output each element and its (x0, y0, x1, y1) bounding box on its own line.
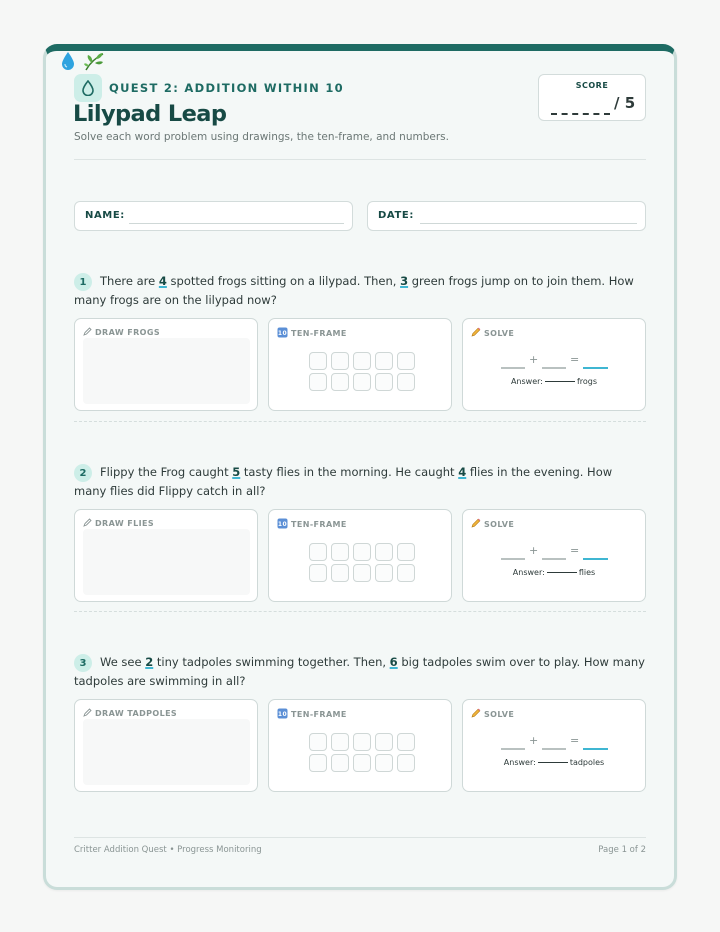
answer-line: Answer: flies (512, 568, 596, 577)
ten-frame-cell[interactable] (397, 564, 415, 582)
solve-label: SOLVE (484, 519, 515, 529)
ten-frame-cell[interactable] (353, 373, 371, 391)
score-total: / 5 (614, 94, 636, 112)
quest-drop-icon (74, 74, 102, 102)
ten-frame-grid (309, 733, 415, 772)
ten-frame-cell[interactable] (331, 543, 349, 561)
solve-panel (462, 699, 646, 792)
ten-frame-label: TEN-FRAME (291, 710, 347, 719)
question-text: We see 2 tiny tadpoles swimming together. Then, 6 big tadpoles swim over to play. How many tadpoles are swimming in all? (74, 655, 645, 688)
ten-frame-cell[interactable] (375, 564, 393, 582)
keycap-ten-icon (277, 327, 288, 340)
quantity-b: 3 (400, 274, 409, 288)
question-number: 2 (74, 464, 92, 482)
ten-frame-cell[interactable] (331, 352, 349, 370)
ten-frame-cell[interactable] (309, 543, 327, 561)
plus-sign: + (529, 734, 539, 747)
answer-blank[interactable] (547, 572, 577, 573)
ten-frame-cell[interactable] (331, 733, 349, 751)
ten-frame-cell[interactable] (353, 754, 371, 772)
ten-frame-cell[interactable] (397, 373, 415, 391)
ten-frame-cell[interactable] (397, 754, 415, 772)
date-label: DATE: (378, 210, 414, 221)
addend-blank[interactable] (501, 558, 525, 560)
draw-panel (74, 699, 258, 792)
name-field[interactable] (74, 201, 353, 231)
addend-blank[interactable] (542, 558, 566, 560)
ten-frame-cell[interactable] (375, 352, 393, 370)
ten-frame-cell[interactable] (375, 733, 393, 751)
keycap-ten-icon (277, 708, 288, 721)
score-label: SCORE (575, 81, 609, 90)
solve-label: SOLVE (484, 328, 515, 338)
draw-label: DRAW FROGS (95, 328, 160, 337)
plus-sign: + (529, 353, 539, 366)
ten-frame-cell[interactable] (397, 543, 415, 561)
ten-frame-cell[interactable] (353, 352, 371, 370)
draw-panel (74, 318, 258, 411)
ten-frame-cell[interactable] (331, 373, 349, 391)
pencil-icon (83, 518, 92, 529)
ten-frame-grid (309, 543, 415, 582)
ten-frame-cell[interactable] (309, 564, 327, 582)
ten-frame-panel (268, 699, 452, 792)
solve-panel (462, 318, 646, 411)
equals-sign: = (570, 734, 580, 747)
drawing-area[interactable] (83, 719, 250, 785)
sum-blank[interactable] (583, 558, 608, 560)
pencil-emoji-icon (471, 518, 481, 530)
ten-frame-cell[interactable] (309, 754, 327, 772)
ten-frame-cell[interactable] (353, 543, 371, 561)
name-line[interactable] (129, 223, 344, 224)
addend-blank[interactable] (542, 367, 566, 369)
name-label: NAME: (85, 210, 125, 221)
footer-right: Page 1 of 2 (598, 845, 646, 855)
header-divider (74, 159, 646, 160)
ten-frame-cell[interactable] (353, 733, 371, 751)
ten-frame-cell[interactable] (331, 754, 349, 772)
svg-text:10: 10 (277, 521, 288, 528)
ten-frame-label: TEN-FRAME (291, 329, 347, 338)
quantity-a: 5 (232, 465, 241, 479)
draw-label: DRAW TADPOLES (95, 709, 178, 718)
addend-blank[interactable] (501, 367, 525, 369)
page-title: Lilypad Leap (73, 101, 227, 127)
answer-line: Answer: tadpoles (503, 758, 605, 767)
quantity-b: 6 (389, 655, 398, 669)
svg-text:10: 10 (277, 330, 288, 337)
solve-panel (462, 509, 646, 602)
solve-label: SOLVE (484, 709, 515, 719)
water-drop-icon (61, 51, 75, 74)
answer-blank[interactable] (545, 381, 575, 382)
quantity-a: 4 (158, 274, 167, 288)
ten-frame-panel (268, 318, 452, 411)
quantity-a: 2 (145, 655, 154, 669)
question-number: 1 (74, 273, 92, 291)
ten-frame-cell[interactable] (375, 543, 393, 561)
pencil-emoji-icon (471, 708, 481, 720)
page-subtitle: Solve each word problem using drawings, the ten-frame, and numbers. (74, 131, 449, 143)
pencil-icon (83, 327, 92, 338)
ten-frame-cell[interactable] (309, 373, 327, 391)
score-blank[interactable] (551, 113, 610, 115)
ten-frame-cell[interactable] (353, 564, 371, 582)
ten-frame-cell[interactable] (331, 564, 349, 582)
question-divider (74, 421, 646, 422)
footer-left: Critter Addition Quest • Progress Monitoring (74, 845, 262, 855)
answer-line: Answer: frogs (510, 377, 598, 386)
addend-blank[interactable] (501, 748, 525, 750)
leaf-sprout-icon (83, 51, 105, 75)
answer-blank[interactable] (538, 762, 568, 763)
sum-blank[interactable] (583, 748, 608, 750)
ten-frame-label: TEN-FRAME (291, 520, 347, 529)
question-number: 3 (74, 654, 92, 672)
sum-blank[interactable] (583, 367, 608, 369)
date-line[interactable] (420, 223, 637, 224)
ten-frame-panel (268, 509, 452, 602)
pencil-icon (83, 708, 92, 719)
svg-text:10: 10 (277, 711, 288, 718)
date-field[interactable] (367, 201, 646, 231)
pencil-emoji-icon (471, 327, 481, 339)
question-divider (74, 611, 646, 612)
ten-frame-cell[interactable] (397, 733, 415, 751)
footer-divider (74, 837, 646, 838)
question-text: Flippy the Frog caught 5 tasty flies in the morning. He caught 4 flies in the evening. How many flies did Flippy catch in all? (74, 465, 613, 498)
plus-sign: + (529, 544, 539, 557)
ten-frame-grid (309, 352, 415, 391)
equals-sign: = (570, 544, 580, 557)
addend-blank[interactable] (542, 748, 566, 750)
ten-frame-cell[interactable] (397, 352, 415, 370)
drawing-area[interactable] (83, 529, 250, 595)
equals-sign: = (570, 353, 580, 366)
ten-frame-cell[interactable] (309, 352, 327, 370)
drawing-area[interactable] (83, 338, 250, 404)
ten-frame-cell[interactable] (375, 373, 393, 391)
question-text: There are 4 spotted frogs sitting on a lilypad. Then, 3 green frogs jump on to join them. How many frogs are on the lilypad now? (74, 274, 634, 307)
draw-label: DRAW FLIES (95, 519, 155, 528)
ten-frame-cell[interactable] (375, 754, 393, 772)
quantity-b: 4 (458, 465, 467, 479)
keycap-ten-icon (277, 518, 288, 531)
ten-frame-cell[interactable] (309, 733, 327, 751)
quest-label: QUEST 2: ADDITION WITHIN 10 (109, 81, 344, 95)
draw-panel (74, 509, 258, 602)
score-box (538, 74, 646, 121)
